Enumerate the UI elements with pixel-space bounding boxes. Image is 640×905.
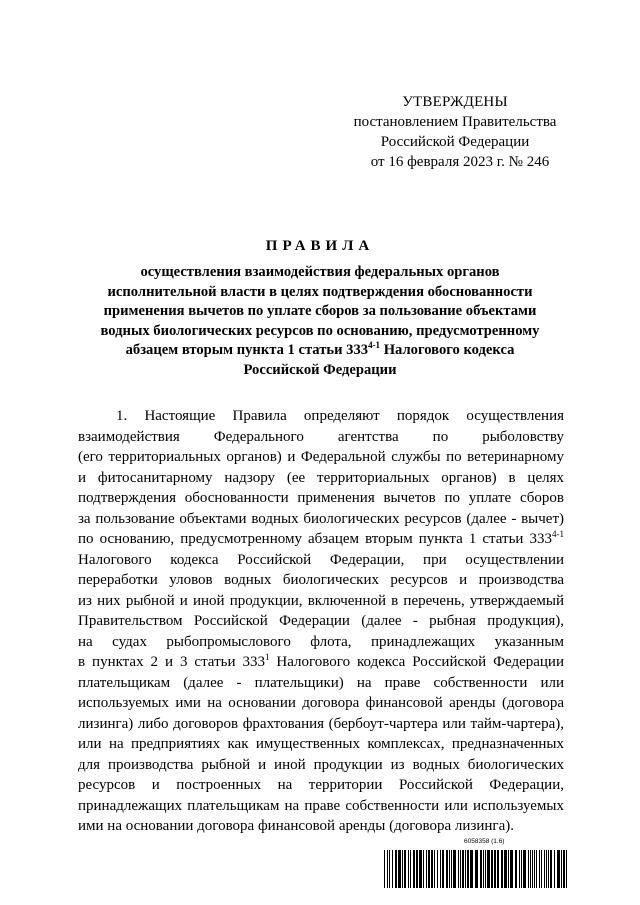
text-line: из них рыбной и иной продукции, включенной в перечень, утверждаемый (78, 592, 564, 609)
text-line: принадлежащих плательщикам на праве собственности или используемых (78, 797, 564, 814)
subtitle-line (80, 341, 560, 361)
text-line: взаимодействия Федерального агентства по рыболовству (78, 428, 564, 445)
text-line: на судах рыбопромыслового флота, принадлежащих указанным (78, 633, 564, 650)
text-line: или на предприятиях как имущественных комплексах, предназначенных (78, 736, 564, 752)
subtitle-line: осуществления взаимодействия федеральных органов (140, 264, 500, 280)
text-line (78, 652, 564, 673)
superscript: 4-1 (552, 529, 564, 539)
approval-line-2: постановлением Правительства (353, 114, 557, 130)
text-line: лизинга) либо договоров фрахтования (бербоут-чартера или тайм-чартера), (78, 715, 564, 732)
text-line: ресурсов и построенных на территории Российской Федерации, (78, 777, 564, 793)
subtitle-text: Налогового кодекса (380, 342, 515, 358)
text-line: для производства рыбной и иной продукции из водных биологических (78, 756, 564, 773)
text-line: ими на основании договора финансовой аренды (договора лизинга). (78, 818, 514, 834)
approval-stamp (330, 92, 580, 172)
subtitle-text: абзацем вторым пункта 1 статьи 333 (125, 342, 369, 358)
text-line: и фитосанитарному надзору (ее территориальных органов) в целях (78, 469, 564, 486)
text-segment: по основанию, предусмотренному абзацем вторым пункта 1 статьи 333 (78, 531, 552, 547)
text-segment: в пунктах 2 и 3 статьи 333 (78, 654, 265, 670)
text-line: Налогового кодекса Российской Федерации, при осуществлении (78, 551, 564, 568)
text-line: плательщикам (далее - плательщики) на праве собственности или (78, 674, 564, 691)
text-line: используемых ими на основании договора финансовой аренды (договора (78, 695, 564, 711)
barcode-block (384, 838, 570, 888)
document-subtitle (80, 263, 560, 380)
text-line: за пользование объектами водных биологических ресурсов (далее - вычет) (78, 510, 564, 527)
subtitle-line: водных биологических ресурсов по основанию, предусмотренному (100, 322, 540, 339)
text-line: Правительством Российской Федерации (далее - рыбная продукция), (78, 613, 564, 629)
subtitle-line: применения вычетов по уплате сборов за пользование объектами (103, 303, 537, 319)
superscript: 4-1 (368, 340, 381, 350)
approval-line-3: Российской Федерации (380, 134, 530, 150)
superscript: 1 (264, 652, 270, 662)
text-line: 1. Настоящие Правила определяют порядок осуществления (116, 408, 564, 424)
subtitle-line: Российской Федерации (243, 361, 397, 378)
text-segment: Налогового кодекса Российской Федерации (269, 654, 564, 670)
text-line: подтверждения обоснованности применения вычетов по уплате сборов (78, 490, 564, 506)
paragraph-1 (78, 406, 564, 837)
text-line: (его территориальных органов) и Федеральной службы по ветеринарному (78, 449, 564, 465)
text-line: переработки уловов водных биологических ресурсов и производства (78, 572, 564, 588)
subtitle-line: исполнительной власти в целях подтверждения обоснованности (107, 283, 533, 300)
text-line (78, 529, 564, 550)
barcode-icon (384, 850, 570, 888)
barcode-number: 6058358 (1.6) (464, 838, 505, 845)
approval-heading: УТВЕРЖДЕНЫ (402, 94, 508, 110)
approval-date-number: от 16 февраля 2023 г. № 246 (370, 154, 550, 170)
document-title: ПРАВИЛА (265, 238, 375, 254)
